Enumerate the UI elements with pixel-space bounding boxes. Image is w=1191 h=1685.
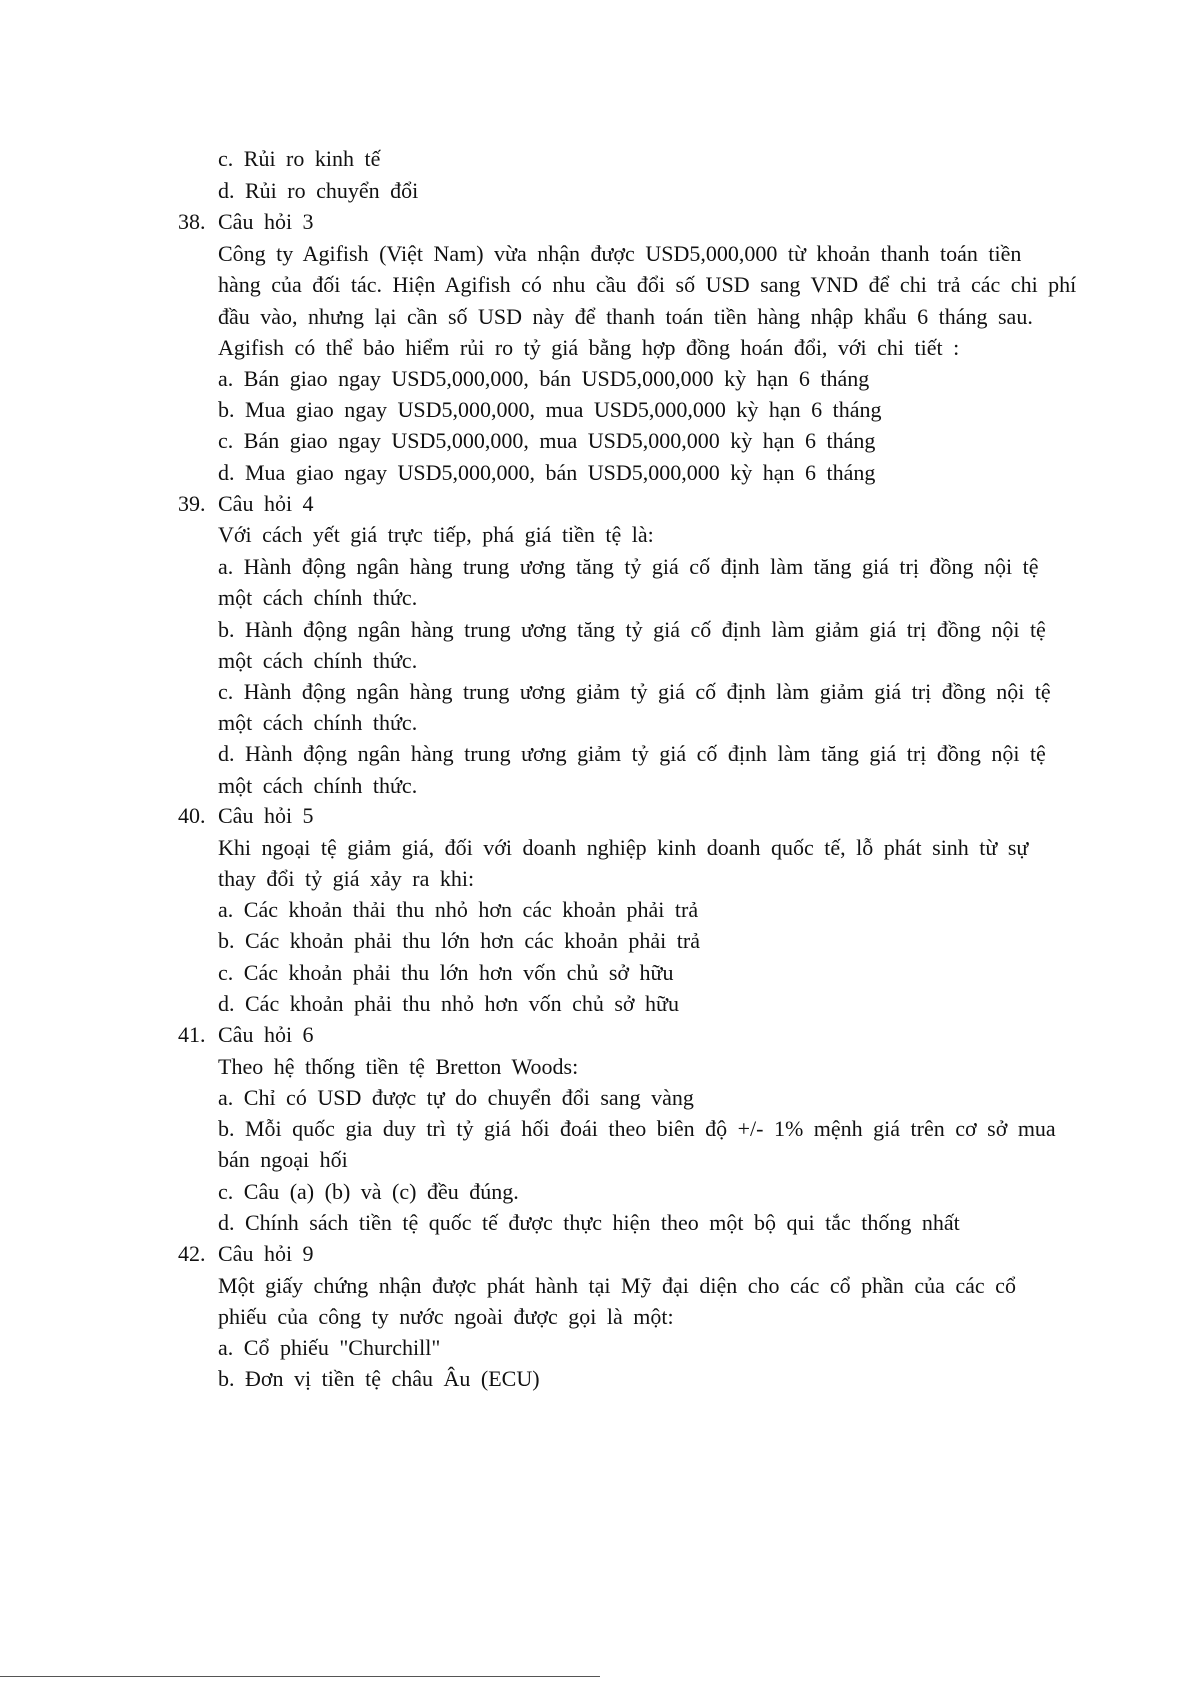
answer-option-continued: một cách chính thức. — [218, 773, 418, 798]
question-stem-line: Khi ngoại tệ giảm giá, đối với doanh nghiệp kinh doanh quốc tế, lỗ phát sinh từ sự — [218, 835, 1029, 860]
question-number: 42. — [178, 1241, 206, 1266]
answer-option: c. Các khoản phải thu lớn hơn vốn chủ sở hữu — [218, 960, 674, 985]
question-title: Câu hỏi 9 — [218, 1241, 314, 1266]
answer-option: a. Bán giao ngay USD5,000,000, bán USD5,000,000 kỳ hạn 6 tháng — [218, 366, 870, 391]
answer-option: c. Bán giao ngay USD5,000,000, mua USD5,000,000 kỳ hạn 6 tháng — [218, 428, 876, 453]
question-stem-line: đầu vào, nhưng lại cần số USD này để thanh toán tiền hàng nhập khẩu 6 tháng sau. — [218, 304, 1033, 329]
answer-option: b. Mỗi quốc gia duy trì tỷ giá hối đoái theo biên độ +/- 1% mệnh giá trên cơ sở mua — [218, 1116, 1056, 1141]
answer-option: b. Các khoản phải thu lớn hơn các khoản phải trả — [218, 928, 700, 953]
question-stem-line: Với cách yết giá trực tiếp, phá giá tiền tệ là: — [218, 522, 654, 547]
question-number: 41. — [178, 1022, 206, 1047]
question-stem-line: Theo hệ thống tiền tệ Bretton Woods: — [218, 1054, 579, 1079]
question-stem-line: Công ty Agifish (Việt Nam) vừa nhận được USD5,000,000 từ khoản thanh toán tiền — [218, 241, 1022, 266]
question-stem-line: Agifish có thể bảo hiểm rủi ro tỷ giá bằng hợp đồng hoán đổi, với chi tiết : — [218, 335, 960, 360]
question-title: Câu hỏi 4 — [218, 491, 314, 516]
option-c: c. Rủi ro kinh tế — [218, 146, 381, 171]
bottom-divider — [0, 1676, 600, 1677]
question-stem-line: hàng của đối tác. Hiện Agifish có nhu cầu đổi số USD sang VND để chi trả các chi phí — [218, 272, 1077, 297]
answer-option-continued: một cách chính thức. — [218, 710, 418, 735]
answer-option: a. Các khoản thải thu nhỏ hơn các khoản phải trả — [218, 897, 699, 922]
answer-option: b. Hành động ngân hàng trung ương tăng tỷ giá cố định làm giảm giá trị đồng nội tệ — [218, 617, 1046, 642]
question-number: 39. — [178, 491, 206, 516]
answer-option: b. Mua giao ngay USD5,000,000, mua USD5,000,000 kỳ hạn 6 tháng — [218, 397, 882, 422]
question-stem-line: thay đổi tỷ giá xảy ra khi: — [218, 866, 475, 891]
answer-option: c. Câu (a) (b) và (c) đều đúng. — [218, 1179, 519, 1204]
answer-option: d. Các khoản phải thu nhỏ hơn vốn chủ sở hữu — [218, 991, 679, 1016]
question-title: Câu hỏi 6 — [218, 1022, 314, 1047]
question-title: Câu hỏi 3 — [218, 209, 314, 234]
option-d: d. Rủi ro chuyển đổi — [218, 178, 419, 203]
question-title: Câu hỏi 5 — [218, 803, 314, 828]
answer-option-continued: bán ngoại hối — [218, 1147, 348, 1172]
question-stem-line: Một giấy chứng nhận được phát hành tại Mỹ đại diện cho các cổ phần của các cổ — [218, 1273, 1016, 1298]
answer-option: a. Cổ phiếu "Churchill" — [218, 1335, 441, 1360]
answer-option: d. Hành động ngân hàng trung ương giảm tỷ giá cố định làm tăng giá trị đồng nội tệ — [218, 741, 1046, 766]
answer-option: d. Mua giao ngay USD5,000,000, bán USD5,000,000 kỳ hạn 6 tháng — [218, 460, 876, 485]
answer-option-continued: một cách chính thức. — [218, 585, 418, 610]
answer-option: b. Đơn vị tiền tệ châu Âu (ECU) — [218, 1366, 540, 1391]
answer-option: a. Chỉ có USD được tự do chuyển đổi sang vàng — [218, 1085, 694, 1110]
answer-option: d. Chính sách tiền tệ quốc tế được thực hiện theo một bộ qui tắc thống nhất — [218, 1210, 960, 1235]
question-number: 40. — [178, 803, 206, 828]
answer-option-continued: một cách chính thức. — [218, 648, 418, 673]
question-number: 38. — [178, 209, 206, 234]
answer-option: c. Hành động ngân hàng trung ương giảm tỷ giá cố định làm giảm giá trị đồng nội tệ — [218, 679, 1051, 704]
question-stem-line: phiếu của công ty nước ngoài được gọi là một: — [218, 1304, 674, 1329]
answer-option: a. Hành động ngân hàng trung ương tăng tỷ giá cố định làm tăng giá trị đồng nội tệ — [218, 554, 1039, 579]
